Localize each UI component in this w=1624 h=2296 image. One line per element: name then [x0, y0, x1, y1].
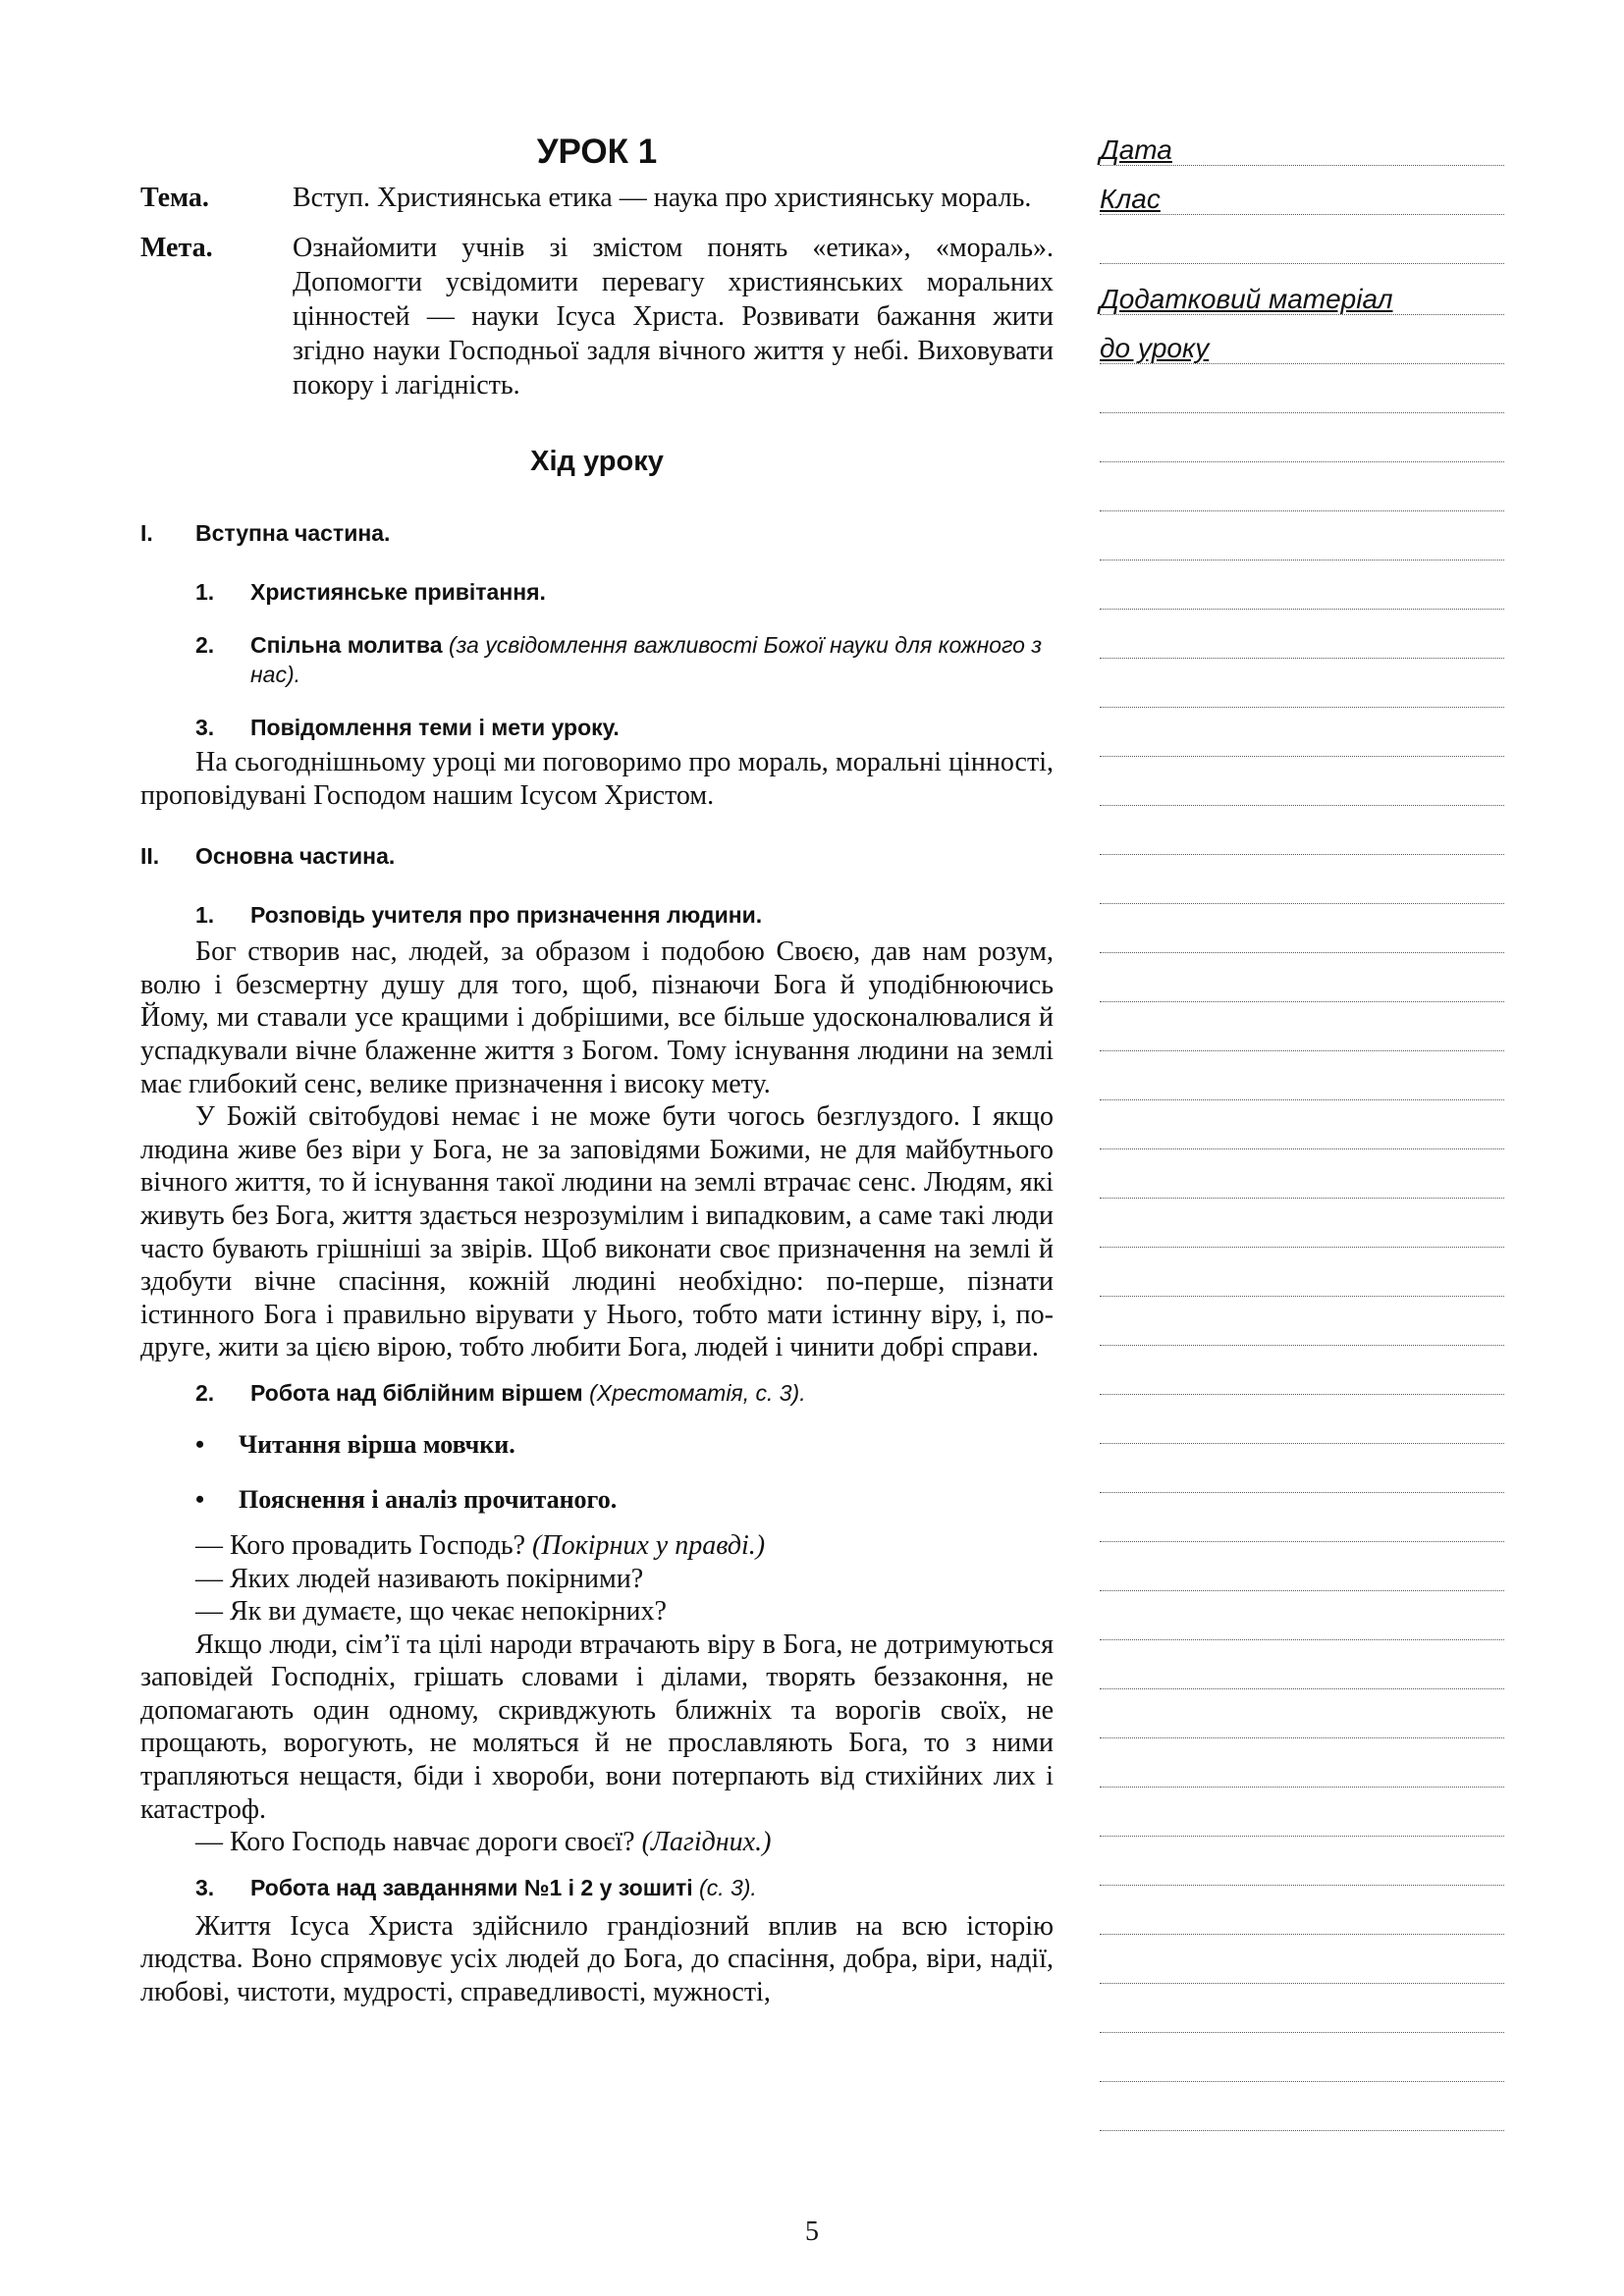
step-title: Повідомлення теми і мети уроку.	[250, 715, 620, 740]
note-line	[1100, 1639, 1504, 1640]
note-line	[1100, 658, 1504, 659]
note-line	[1100, 609, 1504, 610]
note-line	[1100, 412, 1504, 413]
paragraph: Життя Ісуса Христа здійснило грандіозний вплив на всю історію людства. Воно спрямовує усіх людей до Бога, до спасіння, добра, віри, надії, любові, чистоти, мудрості, справедливості, мужності,	[140, 1910, 1054, 2008]
note-line	[1100, 165, 1504, 166]
note-line	[1100, 707, 1504, 708]
paragraph: На сьогоднішньому уроці ми поговоримо про мораль, моральні цінності, проповідувані Господом нашим Ісусом Христом.	[140, 747, 1054, 811]
step-number: 2.	[195, 632, 215, 658]
note-line	[1100, 1001, 1504, 1002]
note-line	[1100, 1983, 1504, 1984]
note-line	[1100, 1198, 1504, 1199]
page-number: 5	[805, 2216, 819, 2247]
goal-row	[140, 231, 1054, 402]
note-line	[1100, 952, 1504, 953]
note-line	[1100, 1247, 1504, 1248]
note-line	[1100, 1345, 1504, 1346]
lesson-title: УРОК 1	[536, 133, 658, 171]
note-line	[1100, 214, 1504, 215]
note-line	[1100, 2081, 1504, 2082]
note-line	[1100, 2130, 1504, 2131]
note-line	[1100, 1688, 1504, 1689]
step-item	[140, 1378, 1054, 1408]
question-line: — Яких людей називають покірними?	[195, 1563, 644, 1594]
step-number: 3.	[195, 715, 215, 740]
step-number: 1.	[195, 902, 215, 929]
note-line	[1100, 1836, 1504, 1837]
date-label: Дата	[1100, 134, 1172, 165]
question-text: — Кого провадить Господь?	[195, 1529, 526, 1561]
note-line	[1100, 1050, 1504, 1051]
section-title: Основна частина.	[195, 843, 396, 870]
answer-text: (Лагідних.)	[641, 1827, 772, 1858]
section-heading-1	[140, 518, 1054, 548]
topic-text: Вступ. Християнська етика — наука про християнську мораль.	[293, 183, 1032, 213]
bullet-item	[140, 1429, 1054, 1461]
note-line	[1100, 1787, 1504, 1788]
note-line	[1100, 1443, 1504, 1444]
topic-label: Тема.	[140, 183, 209, 213]
note-line	[1100, 363, 1504, 364]
question-text: — Кого Господь навчає дороги своєї?	[195, 1827, 635, 1858]
course-title: Хід уроку	[530, 446, 664, 477]
step-title: Робота над завданнями №1 і 2 у зошиті	[250, 1874, 693, 1900]
extra-material-label: до уроку	[1100, 333, 1210, 363]
paragraph: У Божій світобудові немає і не може бути чогось безглуздого. І якщо людина живе без віри у Бога, не за заповідями Божими, не для майбутнього вічного життя, то й існування такої людини на землі втрачає сенс. Людям, які живуть без Бога, життя здається незрозумілим і випадковим, а саме такі люди часто бувають грішніші за звірів. Щоб виконати своє призначення на землі й здобути вічне спасіння, кожній людині необхідно: по-перше, пізнати істинного Бога і правильно вірувати у Нього, тобто мати істинну віру, і, по-друге, жити за цією вірою, тобто любити Бога, людей і чинити добрі справи.	[140, 1101, 1054, 1363]
section-heading-2	[140, 841, 1054, 871]
bullet-text: Читання вірша мовчки.	[239, 1429, 515, 1459]
step-note: (с. 3).	[699, 1874, 757, 1900]
section-number: I.	[140, 520, 153, 546]
step-number: 1.	[195, 579, 215, 605]
bullet-icon: •	[195, 1484, 205, 1514]
note-line	[1100, 1885, 1504, 1886]
note-line	[1100, 1148, 1504, 1149]
step-title: Робота над біблійним віршем	[250, 1379, 583, 1406]
goal-label: Мета.	[140, 233, 213, 263]
paragraph: Якщо люди, сім’ї та цілі народи втрачають віру в Бога, не дотримуються заповідей Господніх, грішать словами і ділами, творять беззаконня, не допомагають один одному, скривджують ближніх та ворогів своїх, не прощають, ворогують, не моляться й не прославляють Бога, то з ними трапляються нещастя, біди і хвороби, вони потерпають від стихійних лих і катастроф.	[140, 1629, 1054, 1825]
note-line	[1100, 1492, 1504, 1493]
step-title: Розповідь учителя про призначення людини.	[250, 902, 763, 929]
bullet-icon: •	[195, 1429, 205, 1459]
class-label: Клас	[1100, 184, 1161, 214]
step-item	[140, 713, 1054, 742]
extra-material-label: Додатковий матеріал	[1100, 284, 1393, 314]
note-line	[1100, 854, 1504, 855]
step-number: 3.	[195, 1874, 215, 1900]
note-line	[1100, 805, 1504, 806]
step-title: Християнське привітання.	[250, 579, 546, 605]
note-line	[1100, 1934, 1504, 1935]
step-item	[140, 900, 1054, 930]
note-line	[1100, 1394, 1504, 1395]
note-line	[1100, 1296, 1504, 1297]
section-title: Вступна частина.	[195, 520, 391, 546]
bullet-text: Пояснення і аналіз прочитаного.	[239, 1484, 618, 1514]
note-line	[1100, 461, 1504, 462]
note-line	[1100, 314, 1504, 315]
note-line	[1100, 560, 1504, 561]
step-item	[140, 577, 1054, 607]
note-line	[1100, 1737, 1504, 1738]
note-line	[1100, 1590, 1504, 1591]
step-item	[140, 1873, 1054, 1902]
note-line	[1100, 2032, 1504, 2033]
note-line	[1100, 756, 1504, 757]
note-line	[1100, 1541, 1504, 1542]
question-line: — Як ви думаєте, що чекає непокірних?	[195, 1596, 667, 1628]
note-line	[1100, 263, 1504, 264]
step-item	[140, 630, 1054, 689]
topic-row	[140, 181, 1054, 215]
step-title: Спільна молитва	[250, 632, 443, 658]
section-number: II.	[140, 843, 160, 870]
step-number: 2.	[195, 1379, 215, 1406]
note-line	[1100, 1099, 1504, 1100]
main-column	[140, 128, 1054, 2009]
answer-text: (Покірних у правді.)	[532, 1529, 766, 1561]
question-line	[140, 1529, 1054, 1563]
question-line	[140, 1826, 1054, 1859]
step-note: (Хрестоматія, с. 3).	[589, 1379, 806, 1406]
step-note: (за усвідомлення важливості Божої науки для кожного з нас).	[250, 632, 1043, 687]
note-line	[1100, 510, 1504, 511]
goal-text: Ознайомити учнів зі змістом понять «етика», «мораль». Допомогти усвідомити перевагу християнських моральних цінностей — науки Ісуса Христа. Розвивати бажання жити згідно науки Господньої задля вічного життя у небі. Виховувати покору і лагідність.	[293, 233, 1054, 400]
note-line	[1100, 903, 1504, 904]
paragraph: Бог створив нас, людей, за образом і подобою Своєю, дав нам розум, волю і безсмертну душу для того, щоб, пізнаючи Бога й уподібнюючись Йому, ми ставали усе кращими і добрішими, все більше удосконалювалися й успадкували вічне блаженне життя з Богом. Тому існування людини на землі має глибокий сенс, велике призначення і високу мету.	[140, 936, 1054, 1099]
bullet-item	[140, 1484, 1054, 1516]
